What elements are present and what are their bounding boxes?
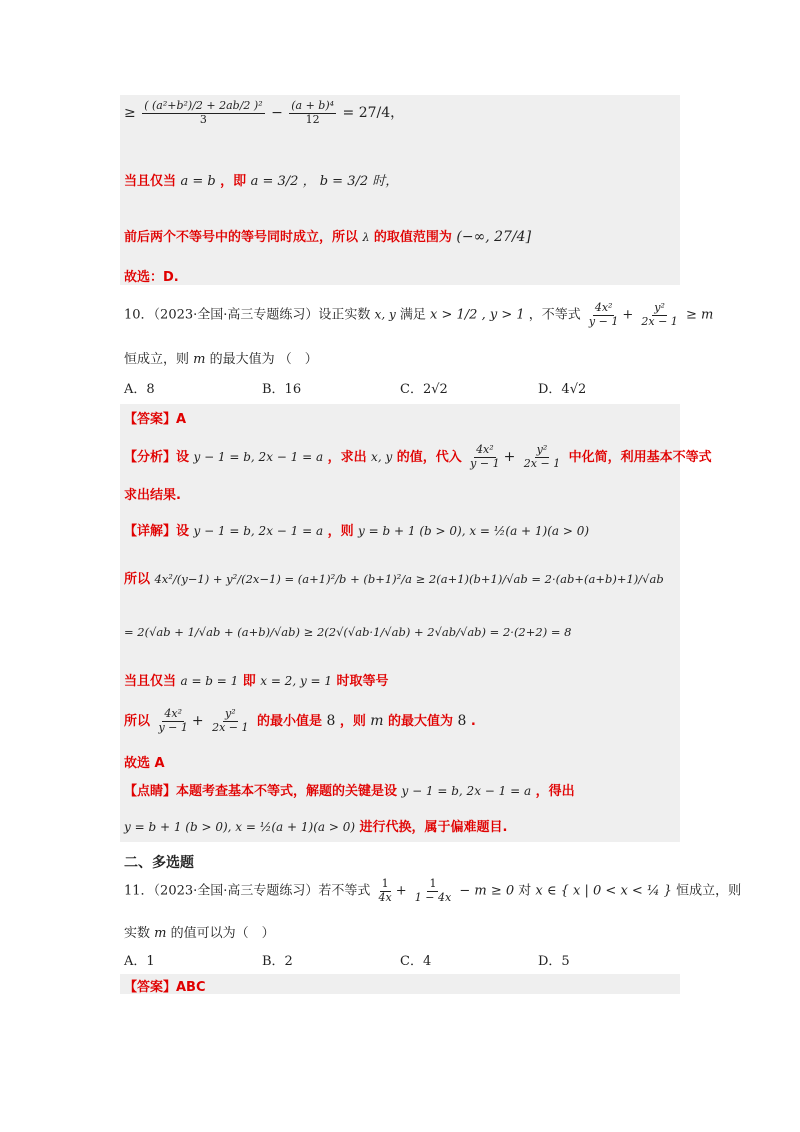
q10-analysis-math: y − 1 = b, 2x − 1 = a	[193, 450, 324, 465]
q10-min-line: 所以 $\frac{\text{4x²}}{y - 1}$ + $\frac{\text{y²}}{2x - 1}$ 的最小值是 8 ，则 m 的最大值为 8 .	[124, 707, 476, 734]
q11-ineq-tail: − m ≥ 0	[459, 883, 515, 899]
q10-cond: 满足	[399, 307, 426, 323]
q10-when-b: 即	[242, 674, 256, 689]
top-line2	[124, 170, 398, 189]
q10-prefix: 10．（2023·全国·高三专题练习）设正实数	[124, 307, 371, 323]
q10-comment	[124, 780, 575, 799]
top-line4-text: 故选：D.	[124, 270, 179, 285]
q11-dui: 对	[518, 883, 532, 899]
q10-min-end: .	[470, 714, 476, 730]
q10-option-a[interactable]: A．8	[124, 382, 155, 397]
q10-answer	[124, 408, 186, 427]
q11-option-c[interactable]: C．4	[400, 954, 432, 969]
q10-line2-m: m	[193, 352, 206, 367]
top-line2-math: a = b	[180, 174, 216, 189]
q10-min-prefix: 所以	[124, 714, 151, 730]
q10-comment-b: ，得出	[535, 784, 575, 799]
q10-line2-tail: 的最大值为 （ ）	[209, 352, 318, 367]
q10-comment-math2: y = b + 1 (b > 0), x = ½(a + 1)(a > 0)	[124, 820, 356, 834]
q10-ineq-tail: ≥ m	[685, 307, 714, 323]
top-line3: 前后两个不等号中的等号同时成立，所以 λ 的取值范围为 (−∞, 27/4]	[124, 229, 532, 245]
q11-line2	[124, 922, 275, 941]
q10-when-math: a = b = 1	[180, 674, 239, 688]
q10-analysis: 【分析】设 y − 1 = b, 2x − 1 = a ，求出 x, y 的值，代入 $\frac{\text{4x²}}{y - 1}$ + $\frac{\text{y²}}{2x - 1}$ 中化简，利用基本不等式	[124, 443, 712, 470]
q10-sum-math: 4x²/(y−1) + y²/(2x−1) = (a+1)²/b + (b+1)²/a ≥ 2(a+1)(b+1)/√ab = 2·(ab+(a+b)+1)/√ab	[154, 572, 664, 586]
q10-min-val2: 8	[457, 713, 467, 730]
q10-comment-c: 进行代换，属于偏难题目.	[359, 820, 508, 835]
q10-answer-text: 【答案】A	[124, 412, 187, 427]
q10-option-c[interactable]: C．2√2	[400, 382, 448, 397]
q10-analysis-text: 【分析】设	[124, 450, 190, 466]
q10-choose-text: 故选 A	[124, 756, 165, 771]
q10-detail-text: 【详解】设	[124, 524, 190, 539]
top-line3-b: 的取值范围为	[373, 230, 452, 245]
q10-sum-line	[124, 568, 664, 587]
q10-comment-math: y − 1 = b, 2x − 1 = a	[401, 784, 532, 798]
q10-analysis-e: 求出结果.	[124, 488, 181, 503]
top-line2-b: ，即	[220, 174, 247, 189]
top-line2-vals: a = 3/2 ， b = 3/2 时，	[250, 174, 399, 189]
q10-when-math2: x = 2, y = 1	[260, 674, 333, 688]
q10-analysis-line2	[124, 484, 181, 503]
q10-cond-math: x > 1/2 , y > 1	[430, 307, 525, 323]
q10-xy: x, y	[374, 307, 396, 322]
q10-option-b[interactable]: B．16	[262, 382, 302, 397]
q10-stem: 10．（2023·全国·高三专题练习）设正实数 x, y 满足 x > 1/2 , y > 1 ，不等式 $\frac{\text{4x²}}{y - 1}$ + $\frac{\text{y²}}{2x - 1}$ ≥ m	[124, 301, 714, 328]
q10-when-line	[124, 670, 389, 689]
q10-analysis-c: 的值，代入	[396, 450, 462, 466]
q11-set: x ∈ { x | 0 < x < ¼ }	[535, 883, 672, 899]
q10-analysis-b: ，求出	[327, 450, 367, 466]
q11-prefix: 11．（2023·全国·高三专题练习）若不等式	[124, 883, 371, 899]
q10-ineq: ，不等式	[528, 307, 581, 323]
q11-answer-text: 【答案】ABC	[124, 980, 206, 995]
q10-when-text: 当且仅当	[124, 674, 177, 689]
ineq-line-top: ≥ $\frac{\text{( (a²+b²)/2 + 2ab/2 )²}}{3}$ − $\frac{\text{(a + b)⁴}}{12}$ = 27/4，	[124, 99, 405, 126]
q10-when-c: 时取等号	[336, 674, 389, 689]
top-line4	[124, 266, 179, 285]
q11-stem: 11．（2023·全国·高三专题练习）若不等式 $\frac{1}{4x}$ + $\frac{1}{1 - 4x}$ − m ≥ 0 对 x ∈ { x | 0 < x < ¼ } 恒成立，则	[124, 877, 742, 904]
q11-tail: 恒成立，则	[676, 883, 742, 899]
q10-min-b: 的最小值是	[256, 714, 322, 730]
q11-option-d[interactable]: D．5	[538, 954, 570, 969]
q10-option-d[interactable]: D．4√2	[538, 382, 587, 397]
q10-detail-math2: y = b + 1 (b > 0), x = ½(a + 1)(a > 0)	[358, 524, 590, 538]
q10-choose	[124, 752, 165, 771]
section-heading: 二、多选题	[124, 855, 194, 871]
q10-eq-math: = 2(√ab + 1/√ab + (a+b)/√ab) ≥ 2(2√(√ab·1/√ab) + 2√ab/√ab) = 2·(2+2) = 8	[124, 625, 572, 639]
q11-option-b[interactable]: B．2	[262, 954, 293, 969]
top-line3-range: (−∞, 27/4]	[456, 229, 532, 245]
q10-min-d: 的最大值为	[388, 714, 454, 730]
q10-line2-text: 恒成立，则	[124, 352, 190, 367]
q10-min-m: m	[370, 713, 384, 730]
q10-eq-line	[124, 624, 571, 640]
q11-line2-tail: 的值可以为（ ）	[170, 926, 275, 941]
q10-comment-text: 【点睛】本题考查基本不等式，解题的关键是设	[124, 784, 398, 799]
q10-detail-math: y − 1 = b, 2x − 1 = a	[193, 524, 324, 538]
q10-analysis-xy: x, y	[371, 450, 393, 465]
q10-comment-line2	[124, 816, 507, 835]
q11-line2-m: m	[154, 926, 167, 941]
q11-option-a[interactable]: A．1	[124, 954, 155, 969]
q10-analysis-d: 中化简，利用基本不等式	[568, 450, 712, 466]
q10-detail-b: ，则	[327, 524, 354, 539]
q10-min-val: 8	[326, 713, 336, 730]
q10-min-c: ，则	[339, 714, 366, 730]
top-line3-text: 前后两个不等号中的等号同时成立，所以	[124, 230, 359, 245]
top-line2-text: 当且仅当	[124, 174, 177, 189]
q10-detail	[124, 520, 589, 539]
top-line1-rhs: = 27/4，	[342, 105, 405, 122]
q10-sum-prefix: 所以	[124, 572, 151, 587]
q10-line2	[124, 348, 318, 367]
q11-line2-text: 实数	[124, 926, 151, 941]
q11-answer	[124, 976, 206, 995]
